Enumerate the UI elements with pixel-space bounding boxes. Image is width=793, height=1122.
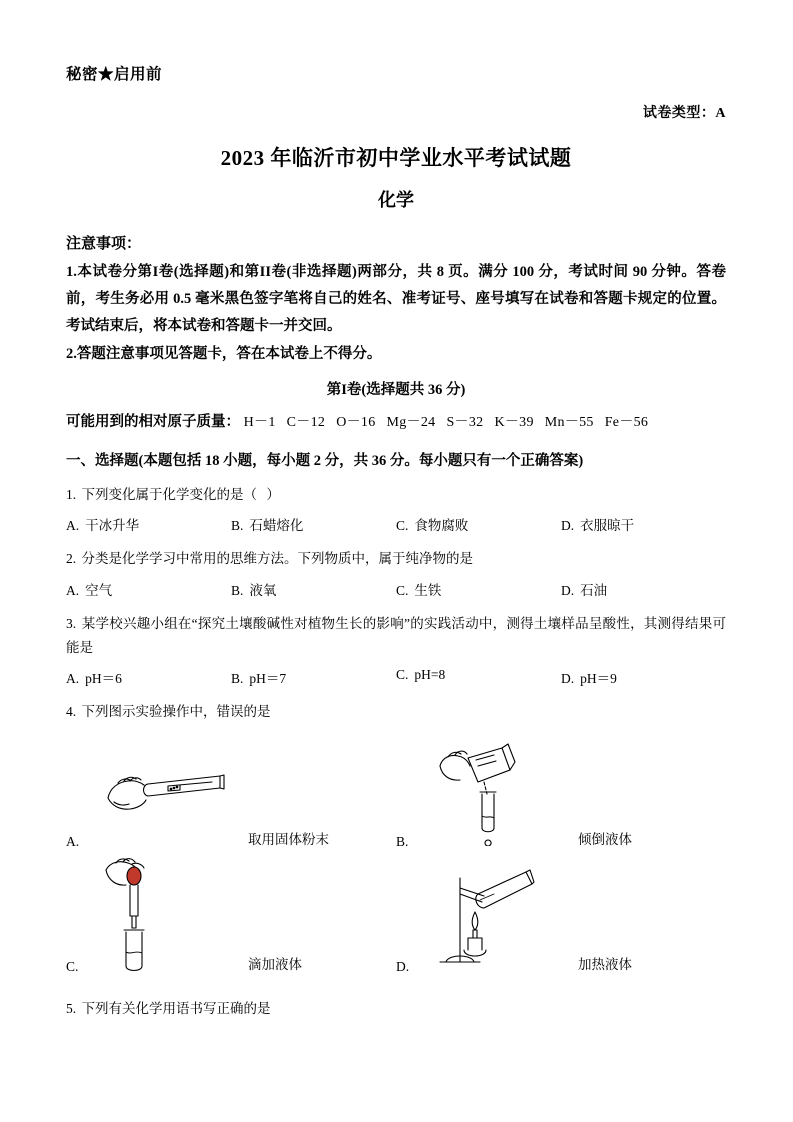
question-1-number: 1. <box>66 486 77 502</box>
figure-option-d[interactable] <box>396 854 726 979</box>
question-2 <box>66 547 726 571</box>
option-d-letter: D. <box>561 518 575 534</box>
figure-option-a[interactable] <box>66 736 396 854</box>
option-b[interactable] <box>231 579 396 599</box>
question-2-text: 分类是化学学习中常用的思维方法。下列物质中，属于纯净物的是 <box>81 551 473 567</box>
question-3-options <box>66 667 726 687</box>
atomic-mass-item: Fe－56 <box>604 415 649 431</box>
figure-a-caption: 取用固体粉末 <box>248 831 329 847</box>
question-1-blank: （ ） <box>243 486 283 502</box>
figure-c-caption: 滴加液体 <box>248 956 302 972</box>
figure-b-letter: B. <box>396 833 409 849</box>
figure-d-caption: 加热液体 <box>578 956 632 972</box>
notice-item-2: 2.答题注意事项见答题卡，答在本试卷上不得分。 <box>66 346 382 363</box>
option-a-text: 干冰升华 <box>85 518 140 534</box>
question-1-text: 下列变化属于化学变化的是 <box>81 486 244 502</box>
part-one-heading: 第I卷(选择题共 36 分) <box>326 382 466 399</box>
atomic-mass-item: C－12 <box>286 415 326 431</box>
option-b-letter: B. <box>231 671 244 687</box>
question-3-text: 某学校兴趣小组在“探究土壤酸碱性对植物生长的影响”的实践活动中，测得土壤样品呈酸性，其测得结果可能是 <box>66 615 727 655</box>
question-4 <box>66 700 726 724</box>
question-3-number: 3. <box>66 615 77 631</box>
question-4-text: 下列图示实验操作中，错误的是 <box>81 704 271 720</box>
option-c-text: pH=8 <box>414 667 446 683</box>
atomic-mass-item: S－32 <box>446 415 484 431</box>
figure-d-letter: D. <box>396 958 410 974</box>
atomic-mass-item: K－39 <box>494 415 534 431</box>
figure-option-b[interactable] <box>396 736 726 854</box>
option-a-letter: A. <box>66 582 80 598</box>
option-b-text: 石蜡熔化 <box>249 518 304 534</box>
option-d[interactable] <box>561 514 726 534</box>
option-a-text: pH＝6 <box>85 671 122 687</box>
paper-type: 试卷类型：A <box>642 106 726 121</box>
pouring-liquid-icon <box>418 736 578 854</box>
option-a[interactable] <box>66 579 231 599</box>
option-d-letter: D. <box>561 582 575 598</box>
option-b[interactable] <box>231 514 396 534</box>
figure-row-top <box>66 736 726 854</box>
option-c-text: 食物腐败 <box>414 518 469 534</box>
notice-heading: 注意事项： <box>66 236 142 252</box>
question-5 <box>66 997 726 1021</box>
question-5-number: 5. <box>66 1000 77 1016</box>
option-b-letter: B. <box>231 518 244 534</box>
option-a-text: 空气 <box>85 582 113 598</box>
option-c-text: 生铁 <box>414 582 442 598</box>
option-a-letter: A. <box>66 518 80 534</box>
option-b-letter: B. <box>231 582 244 598</box>
option-c-letter: C. <box>396 518 409 534</box>
option-d-text: 衣服晾干 <box>580 518 635 534</box>
option-d-text: 石油 <box>580 582 608 598</box>
page-content <box>66 62 726 1020</box>
option-c[interactable] <box>396 667 561 687</box>
option-d-text: pH＝9 <box>580 671 617 687</box>
question-1-options <box>66 514 726 534</box>
option-c-letter: C. <box>396 582 409 598</box>
choice-section-heading: 一、选择题(本题包括 18 小题，每小题 2 分，共 36 分。每小题只有一个正确答案) <box>66 452 584 469</box>
question-1 <box>66 483 726 507</box>
page-title: 2023 年临沂市初中学业水平考试试题 <box>220 146 572 170</box>
figure-b-caption: 倾倒液体 <box>578 831 632 847</box>
dropper-liquid-icon <box>88 854 248 979</box>
figure-c-letter: C. <box>66 958 79 974</box>
notice-item-1: 1.本试卷分第I卷(选择题)和第II卷(非选择题)两部分，共 8 页。满分 100 分，考试时间 90 分钟。答卷前，考生务必用 0.5 毫米黑色签字笔将自己的姓名、准考证号、座号填写在试卷和答题卡规定的位置。考试结束后，将本试卷和答题卡一并交回。 <box>66 264 726 334</box>
heating-liquid-icon <box>418 854 578 979</box>
option-b-text: 液氧 <box>249 582 277 598</box>
secret-notice: 秘密★启用前 <box>66 66 163 83</box>
spatula-powder-icon <box>88 736 248 854</box>
figure-row-bottom <box>66 854 726 979</box>
option-a[interactable] <box>66 667 231 687</box>
atomic-mass-item: O－16 <box>336 415 376 431</box>
option-a[interactable] <box>66 514 231 534</box>
question-2-number: 2. <box>66 551 77 567</box>
atomic-mass-line <box>66 411 726 434</box>
subject-title: 化学 <box>378 190 414 210</box>
option-d[interactable] <box>561 667 726 687</box>
figure-option-c[interactable] <box>66 854 396 979</box>
option-c-letter: C. <box>396 667 409 683</box>
atomic-mass-item: H－1 <box>243 415 276 431</box>
atomic-mass-item: Mg－24 <box>386 415 436 431</box>
atomic-mass-label: 可能用到的相对原子质量： <box>66 414 240 431</box>
option-d[interactable] <box>561 579 726 599</box>
question-2-options <box>66 579 726 599</box>
option-a-letter: A. <box>66 671 80 687</box>
option-b[interactable] <box>231 667 396 687</box>
option-b-text: pH＝7 <box>249 671 287 687</box>
question-5-text: 下列有关化学用语书写正确的是 <box>81 1000 271 1016</box>
figure-a-letter: A. <box>66 833 80 849</box>
option-c[interactable] <box>396 514 561 534</box>
question-3 <box>66 612 726 659</box>
question-4-number: 4. <box>66 704 77 720</box>
atomic-mass-item: Mn－55 <box>544 415 594 431</box>
atomic-mass-values <box>244 415 660 430</box>
question-4-figures <box>66 736 726 979</box>
option-d-letter: D. <box>561 671 575 687</box>
option-c[interactable] <box>396 579 561 599</box>
